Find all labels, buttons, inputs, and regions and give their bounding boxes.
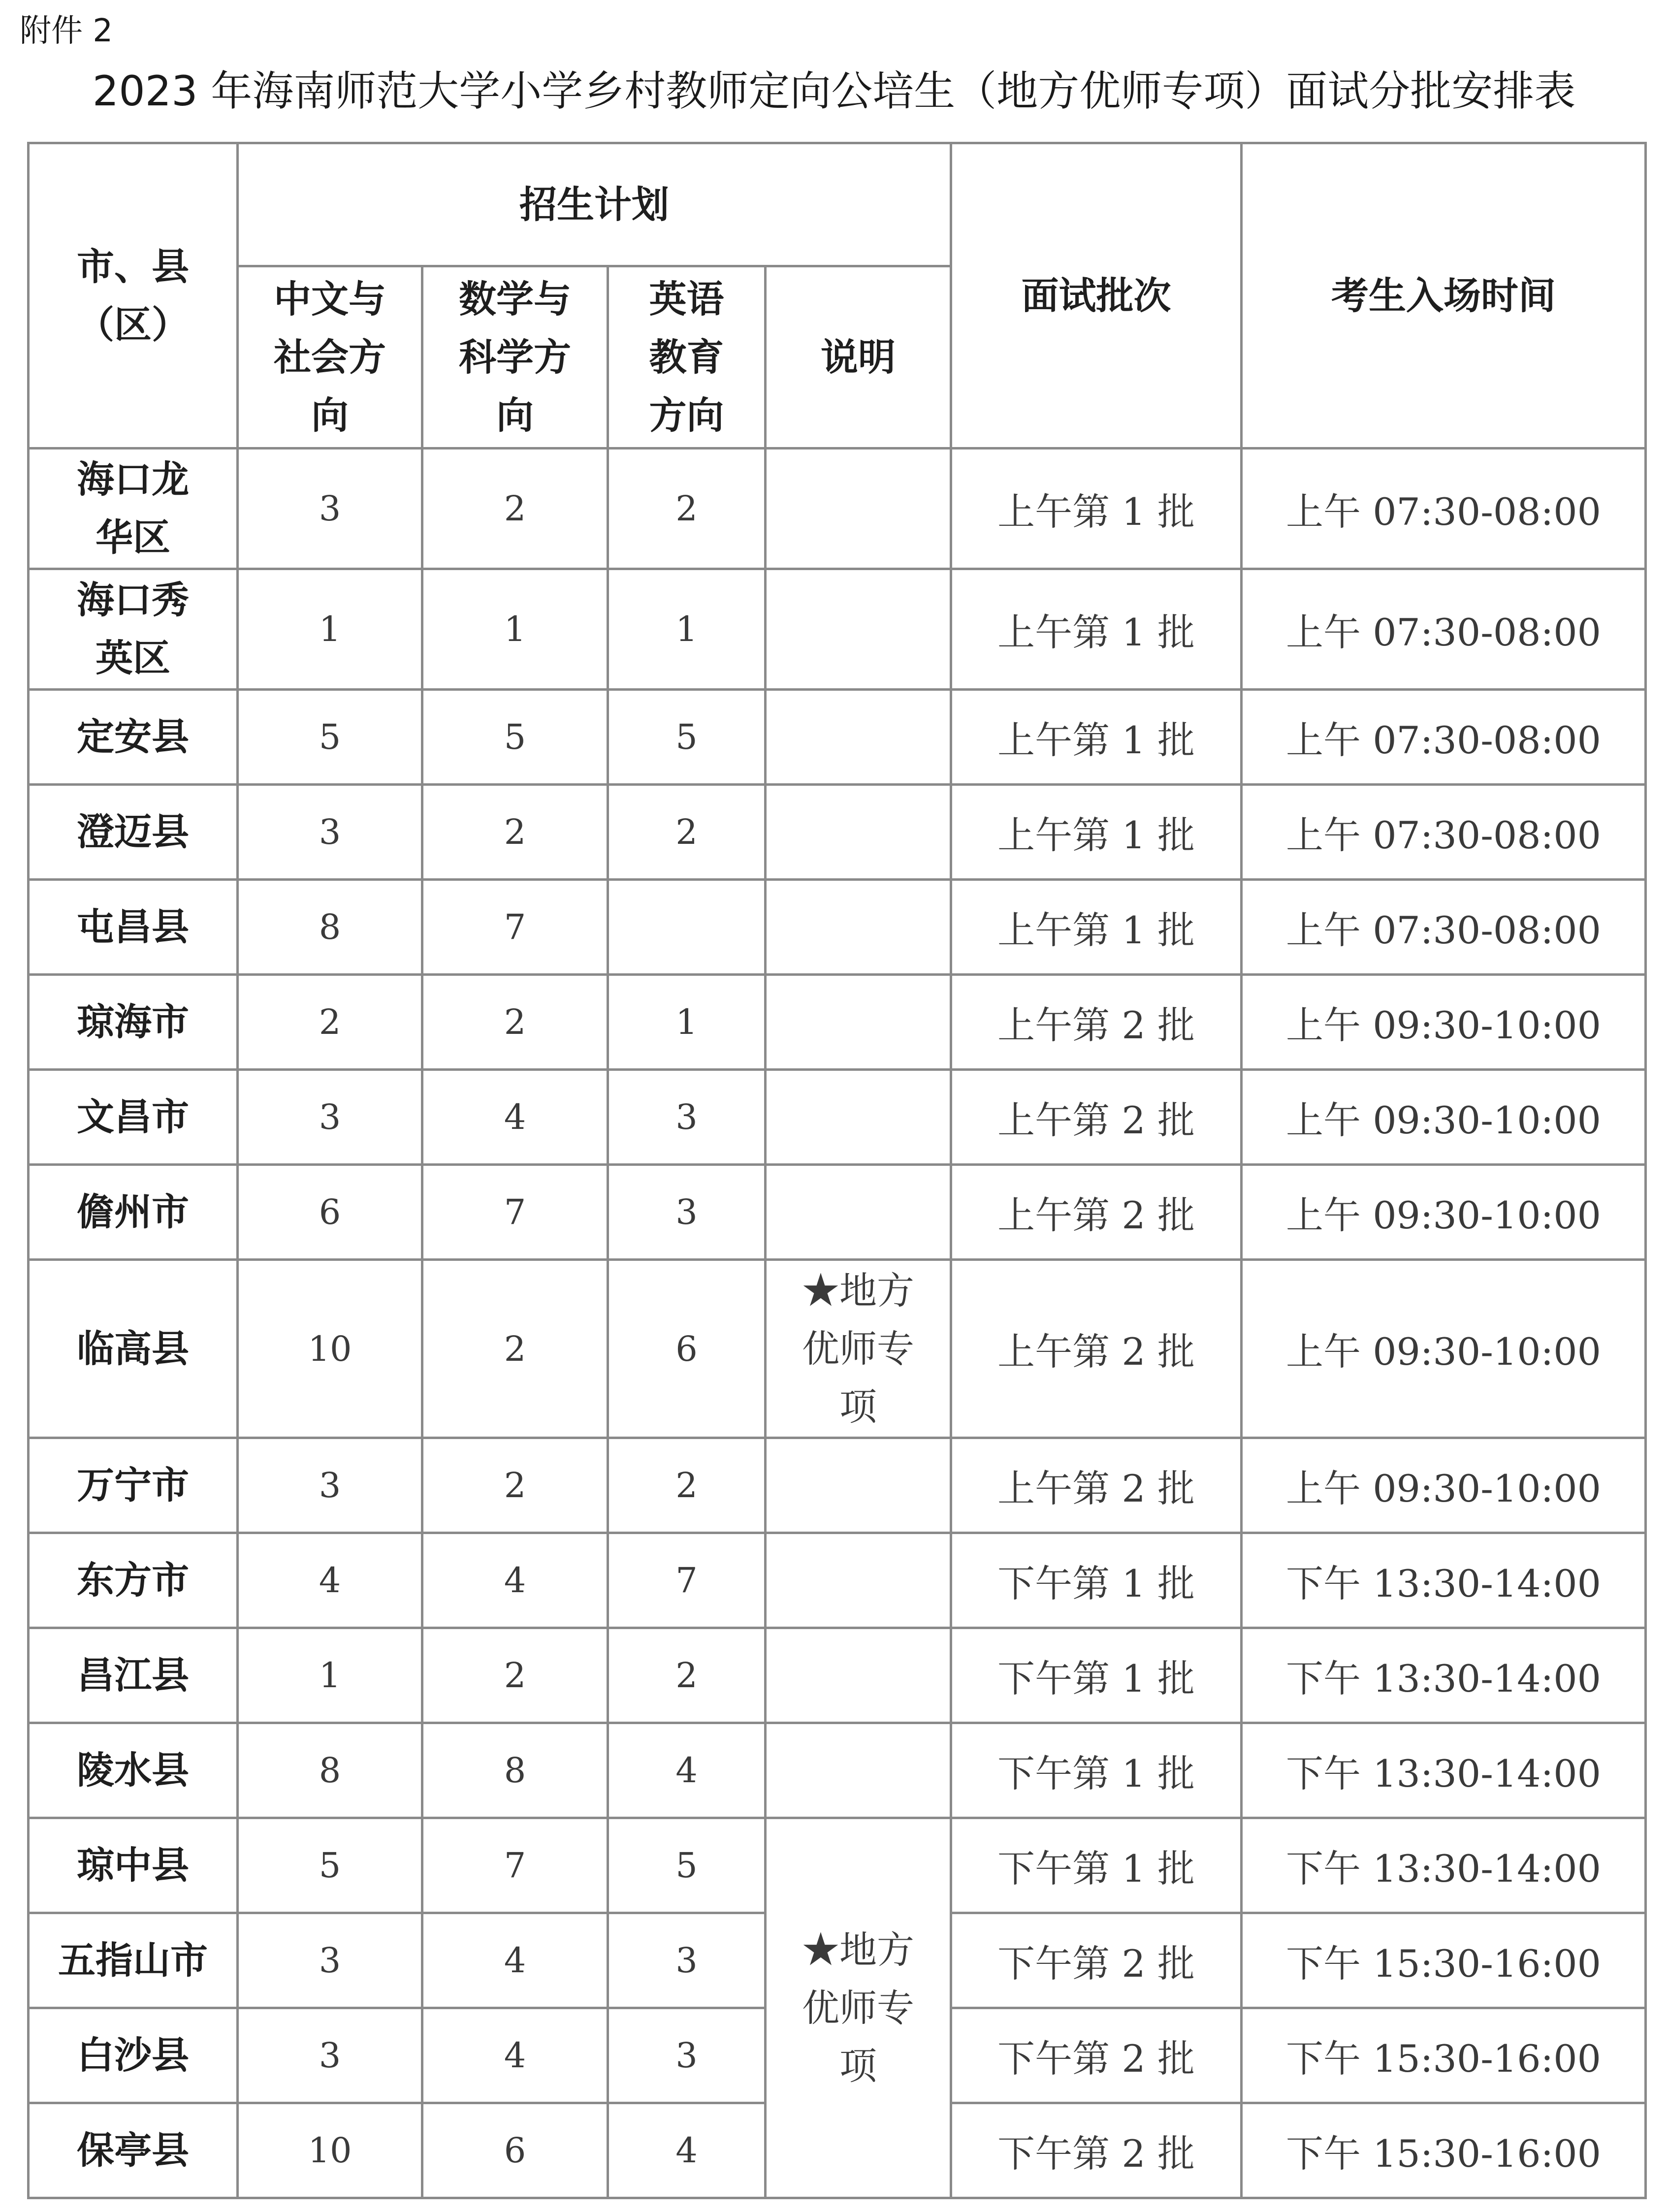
batch-cell: 下午第 1 批 [951,1818,1242,1913]
batch-cell: 上午第 1 批 [951,449,1242,569]
chinese-count: 3 [238,449,422,569]
region-cell: 澄迈县 [29,785,238,880]
region-cell: 屯昌县 [29,880,238,975]
math-count: 4 [422,1913,608,2008]
chinese-count: 10 [238,1260,422,1438]
chinese-count: 1 [238,569,422,690]
note-cell [766,1070,951,1165]
note-cell [766,449,951,569]
note-local-teacher-program: ★地方优师专项 [766,1260,951,1438]
english-count: 3 [608,1165,766,1260]
english-count: 7 [608,1533,766,1628]
english-count: 2 [608,1438,766,1533]
batch-cell: 下午第 2 批 [951,1913,1242,2008]
entry-time-cell: 上午 09:30-10:00 [1242,1260,1646,1438]
note-cell [766,1723,951,1818]
entry-time-cell: 上午 09:30-10:00 [1242,1165,1646,1260]
chinese-count: 5 [238,690,422,785]
note-cell [766,690,951,785]
english-count: 3 [608,2008,766,2103]
chinese-count: 2 [238,975,422,1070]
header-note: 说明 [766,266,951,449]
english-count: 2 [608,449,766,569]
note-cell [766,1533,951,1628]
entry-time-cell: 上午 07:30-08:00 [1242,785,1646,880]
region-cell: 儋州市 [29,1165,238,1260]
batch-cell: 上午第 2 批 [951,1070,1242,1165]
math-count: 7 [422,1165,608,1260]
english-count: 2 [608,785,766,880]
math-count: 8 [422,1723,608,1818]
entry-time-cell: 上午 07:30-08:00 [1242,449,1646,569]
math-count: 2 [422,449,608,569]
entry-time-cell: 下午 13:30-14:00 [1242,1818,1646,1913]
region-cell: 定安县 [29,690,238,785]
math-count: 2 [422,1438,608,1533]
english-count: 1 [608,569,766,690]
header-entry-time: 考生入场时间 [1242,143,1646,449]
table-row [29,569,1646,690]
region-cell: 海口秀英区 [29,569,238,690]
math-count: 7 [422,1818,608,1913]
region-cell: 昌江县 [29,1628,238,1723]
table-row [29,785,1646,880]
english-count: 5 [608,1818,766,1913]
chinese-count: 1 [238,1628,422,1723]
english-count: 5 [608,690,766,785]
table-row [29,1533,1646,1628]
table-row [29,1070,1646,1165]
batch-cell: 上午第 2 批 [951,1260,1242,1438]
table-row [29,880,1646,975]
note-cell [766,569,951,690]
region-cell: 琼海市 [29,975,238,1070]
header-english-direction: 英语教育方向 [608,266,766,449]
interview-schedule-table [27,142,1647,2199]
math-count: 7 [422,880,608,975]
batch-cell: 下午第 1 批 [951,1723,1242,1818]
math-count: 1 [422,569,608,690]
table-row [29,449,1646,569]
table-row [29,1438,1646,1533]
table-row [29,1628,1646,1723]
note-cell [766,1165,951,1260]
table-row [29,1723,1646,1818]
chinese-count: 5 [238,1818,422,1913]
english-count: 6 [608,1260,766,1438]
entry-time-cell: 下午 15:30-16:00 [1242,2008,1646,2103]
math-count: 2 [422,1628,608,1723]
batch-cell: 上午第 1 批 [951,690,1242,785]
header-chinese-direction: 中文与社会方向 [238,266,422,449]
batch-cell: 下午第 1 批 [951,1628,1242,1723]
batch-cell: 下午第 2 批 [951,2008,1242,2103]
chinese-count: 8 [238,880,422,975]
batch-cell: 上午第 1 批 [951,880,1242,975]
note-local-teacher-program: ★地方优师专项 [766,1818,951,2198]
chinese-count: 3 [238,2008,422,2103]
region-cell: 万宁市 [29,1438,238,1533]
entry-time-cell: 下午 13:30-14:00 [1242,1723,1646,1818]
math-count: 5 [422,690,608,785]
region-cell: 临高县 [29,1260,238,1438]
math-count: 2 [422,975,608,1070]
english-count: 2 [608,1628,766,1723]
region-cell: 海口龙华区 [29,449,238,569]
table-row [29,1165,1646,1260]
chinese-count: 6 [238,1165,422,1260]
entry-time-cell: 下午 15:30-16:00 [1242,1913,1646,2008]
math-count: 4 [422,1070,608,1165]
entry-time-cell: 上午 09:30-10:00 [1242,1070,1646,1165]
english-count [608,880,766,975]
batch-cell: 上午第 2 批 [951,1438,1242,1533]
attachment-label: 附件 2 [20,13,113,49]
region-cell: 五指山市 [29,1913,238,2008]
region-cell: 文昌市 [29,1070,238,1165]
entry-time-cell: 下午 13:30-14:00 [1242,1628,1646,1723]
math-count: 4 [422,1533,608,1628]
english-count: 4 [608,2103,766,2198]
batch-cell: 下午第 1 批 [951,1533,1242,1628]
chinese-count: 3 [238,1913,422,2008]
english-count: 3 [608,1913,766,2008]
note-cell [766,1438,951,1533]
batch-cell: 上午第 2 批 [951,1165,1242,1260]
header-batch: 面试批次 [951,143,1242,449]
table-row [29,690,1646,785]
table-row [29,1260,1646,1438]
region-cell: 陵水县 [29,1723,238,1818]
note-cell [766,785,951,880]
header-enrollment-plan: 招生计划 [238,143,951,266]
region-cell: 琼中县 [29,1818,238,1913]
batch-cell: 上午第 1 批 [951,785,1242,880]
english-count: 1 [608,975,766,1070]
region-cell: 东方市 [29,1533,238,1628]
table-row [29,975,1646,1070]
header-region: 市、县（区） [29,143,238,449]
entry-time-cell: 上午 09:30-10:00 [1242,1438,1646,1533]
region-cell: 白沙县 [29,2008,238,2103]
math-count: 6 [422,2103,608,2198]
note-cell [766,880,951,975]
math-count: 2 [422,1260,608,1438]
entry-time-cell: 下午 13:30-14:00 [1242,1533,1646,1628]
entry-time-cell: 上午 07:30-08:00 [1242,880,1646,975]
chinese-count: 8 [238,1723,422,1818]
chinese-count: 3 [238,1438,422,1533]
entry-time-cell: 上午 07:30-08:00 [1242,569,1646,690]
page-title: 2023 年海南师范大学小学乡村教师定向公培生（地方优师专项）面试分批安排表 [92,67,1576,115]
region-cell: 保亭县 [29,2103,238,2198]
english-count: 3 [608,1070,766,1165]
header-math-direction: 数学与科学方向 [422,266,608,449]
entry-time-cell: 上午 07:30-08:00 [1242,690,1646,785]
math-count: 2 [422,785,608,880]
entry-time-cell: 上午 09:30-10:00 [1242,975,1646,1070]
batch-cell: 下午第 2 批 [951,2103,1242,2198]
note-cell [766,1628,951,1723]
table-row [29,1818,1646,1913]
batch-cell: 上午第 1 批 [951,569,1242,690]
note-cell [766,975,951,1070]
batch-cell: 上午第 2 批 [951,975,1242,1070]
math-count: 4 [422,2008,608,2103]
chinese-count: 4 [238,1533,422,1628]
chinese-count: 10 [238,2103,422,2198]
english-count: 4 [608,1723,766,1818]
chinese-count: 3 [238,785,422,880]
entry-time-cell: 下午 15:30-16:00 [1242,2103,1646,2198]
chinese-count: 3 [238,1070,422,1165]
